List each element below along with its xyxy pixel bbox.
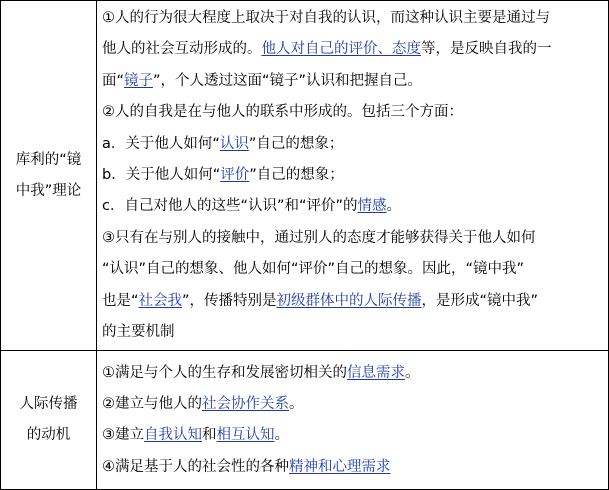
key-term-link[interactable]: 认识 bbox=[219, 135, 249, 152]
definition-line bbox=[102, 286, 608, 317]
definition-line bbox=[102, 66, 608, 97]
text-segment: ③只有在与别人的接触中，通过别人的态度才能够获得关于他人如何 bbox=[102, 229, 536, 246]
text-segment: 的主要机制 bbox=[102, 324, 175, 341]
text-segment: ②建立与他人的 bbox=[102, 396, 202, 413]
text-segment: 和 bbox=[202, 427, 217, 444]
text-segment: ②人的自我是在与他人的联系中形成的。包括三个方面： bbox=[102, 104, 463, 121]
key-term-link[interactable]: 社会协作关系 bbox=[202, 396, 289, 413]
text-segment: ③建立 bbox=[102, 427, 144, 444]
text-segment: 也是“ bbox=[102, 292, 139, 309]
text-segment: b．关于他人如何“ bbox=[102, 167, 221, 184]
text-segment: ”自己的想象； bbox=[248, 135, 344, 152]
table-row bbox=[1, 1, 609, 351]
text-segment: ”自己的想象； bbox=[249, 167, 344, 184]
key-term-link[interactable]: 精神和心理需求 bbox=[289, 458, 391, 475]
definition-line bbox=[102, 389, 608, 420]
definition-line bbox=[102, 129, 608, 160]
key-term-link[interactable]: 镜子 bbox=[124, 72, 154, 89]
definition-cell bbox=[97, 351, 609, 490]
definition-line bbox=[102, 3, 608, 34]
key-term-link[interactable]: 他人对自己的评价、态度 bbox=[261, 41, 421, 58]
text-segment: ”，传播特别是 bbox=[182, 292, 277, 309]
text-segment: 。 bbox=[386, 198, 402, 215]
table-row bbox=[1, 351, 609, 490]
key-term-link[interactable]: 情感 bbox=[357, 198, 387, 215]
definition-line bbox=[102, 254, 608, 285]
definition-line bbox=[102, 452, 608, 483]
key-term-link[interactable]: 社会我 bbox=[138, 292, 183, 309]
term-line: 库利的“镜 bbox=[15, 151, 82, 168]
text-segment: ①人的行为很大程度上取决于对自我的认识，而这种认识主要是通过与 bbox=[102, 10, 550, 26]
text-segment: 。 bbox=[289, 396, 304, 413]
definition-line bbox=[102, 97, 608, 128]
definition-line bbox=[102, 317, 608, 348]
definition-line bbox=[102, 223, 608, 254]
key-term-link[interactable]: 信息需求 bbox=[347, 364, 405, 381]
term-cell bbox=[1, 351, 97, 490]
key-term-link[interactable]: 初级群体中的人际传播 bbox=[276, 292, 422, 309]
key-term-link[interactable]: 评价 bbox=[220, 167, 250, 184]
text-segment: 他人的社会互动形成的。 bbox=[102, 41, 262, 58]
term-line: 人际传播 bbox=[19, 396, 78, 413]
definition-line bbox=[102, 34, 608, 65]
definition-line bbox=[102, 160, 608, 191]
definition-line bbox=[102, 191, 608, 222]
text-segment: ④满足基于人的社会性的各种 bbox=[102, 458, 289, 475]
text-segment: ”，个人透过这面“镜子”认识和把握自己。 bbox=[153, 72, 423, 89]
text-segment: 面“ bbox=[102, 72, 125, 89]
term-line: 中我”理论 bbox=[15, 182, 82, 199]
definition-line bbox=[102, 420, 608, 451]
text-segment: ①满足与个人的生存和发展密切相关的 bbox=[102, 364, 347, 381]
text-segment: c．自己对他人的这些“认识”和“评价”的 bbox=[102, 198, 358, 215]
term-cell bbox=[1, 1, 97, 351]
text-segment: 等，是反映自我的一 bbox=[421, 41, 552, 58]
definition-line bbox=[102, 358, 608, 389]
term-line: 的动机 bbox=[26, 427, 71, 444]
text-segment: a．关于他人如何“ bbox=[102, 135, 220, 152]
text-segment: “认识”自己的想象、他人如何“评价”自己的想象。因此，“镜中我” bbox=[102, 261, 525, 278]
definition-cell bbox=[97, 1, 609, 351]
text-segment: ，是形成“镜中我” bbox=[421, 292, 539, 309]
text-segment: 。 bbox=[405, 364, 420, 381]
text-segment: 。 bbox=[274, 427, 289, 444]
key-term-link[interactable]: 自我认知 bbox=[144, 427, 202, 444]
key-term-link[interactable]: 相互认知 bbox=[216, 427, 275, 444]
